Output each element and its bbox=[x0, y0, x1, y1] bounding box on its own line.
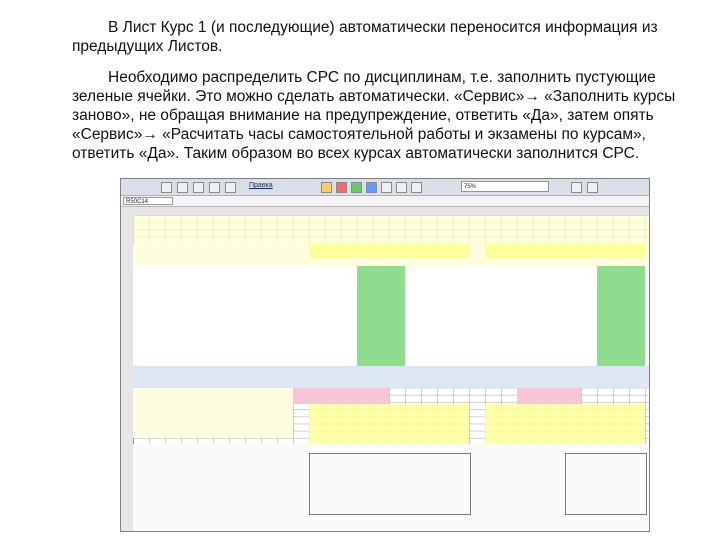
spreadsheet-screenshot bbox=[120, 178, 650, 532]
paragraph-instructions bbox=[72, 68, 712, 163]
save-icon[interactable] bbox=[161, 182, 172, 193]
help-icon[interactable] bbox=[571, 182, 582, 193]
totals-band bbox=[133, 366, 649, 388]
srs-cells-semester-2[interactable] bbox=[597, 266, 645, 366]
paste-icon[interactable] bbox=[225, 182, 236, 193]
zoom-combo[interactable]: 75% bbox=[461, 181, 549, 192]
name-box[interactable]: R50C14 bbox=[123, 197, 173, 205]
summary-values-band-1 bbox=[309, 404, 469, 444]
paragraph-intro-text: В Лист Курс 1 (и последующие) автоматически переносится информация из предыдущих Листов. bbox=[72, 19, 658, 55]
srs-cells-semester-1[interactable] bbox=[357, 266, 405, 366]
toolbar bbox=[121, 179, 649, 196]
settings-icon[interactable] bbox=[587, 182, 598, 193]
redo-icon[interactable] bbox=[411, 182, 422, 193]
filter-icon[interactable] bbox=[381, 182, 392, 193]
copy-icon[interactable] bbox=[209, 182, 220, 193]
sort-icon[interactable] bbox=[351, 182, 362, 193]
print-icon[interactable] bbox=[177, 182, 188, 193]
cut-icon[interactable] bbox=[193, 182, 204, 193]
practice-row-pink-2 bbox=[517, 388, 581, 404]
formula-bar bbox=[121, 196, 649, 207]
chart-icon[interactable] bbox=[321, 182, 332, 193]
drawing-icon[interactable] bbox=[336, 182, 347, 193]
paragraph-intro bbox=[72, 18, 712, 56]
semester-header-1 bbox=[309, 244, 469, 258]
practice-row-pink-1 bbox=[293, 388, 389, 404]
cell-grid[interactable] bbox=[133, 215, 649, 531]
edit-menu[interactable]: Правка bbox=[249, 182, 273, 189]
summary-values-band-2 bbox=[485, 404, 645, 444]
undo-icon[interactable] bbox=[396, 182, 407, 193]
summary-labels-band bbox=[133, 388, 293, 438]
paragraph-instructions-text: Необходимо распределить СРС по дисциплинам, т.е. заполнить пустующие зеленые ячейки. Это можно сделать автоматически. «Сервис»→ «Заполнить курсы заново», не обращая внимание на предупреждение, ответить «Да», затем опять «Сервис»→ «Расчитать часы самостоятельной работы и экзамены по курсам», ответить «Да». Таким образом во всех курсах автоматически заполнится СРС. bbox=[72, 69, 676, 162]
semester-header-2 bbox=[485, 244, 645, 258]
legend-box bbox=[309, 453, 471, 515]
function-icon[interactable] bbox=[366, 182, 377, 193]
sheet-title-band bbox=[133, 215, 649, 244]
attestation-box bbox=[565, 453, 647, 515]
